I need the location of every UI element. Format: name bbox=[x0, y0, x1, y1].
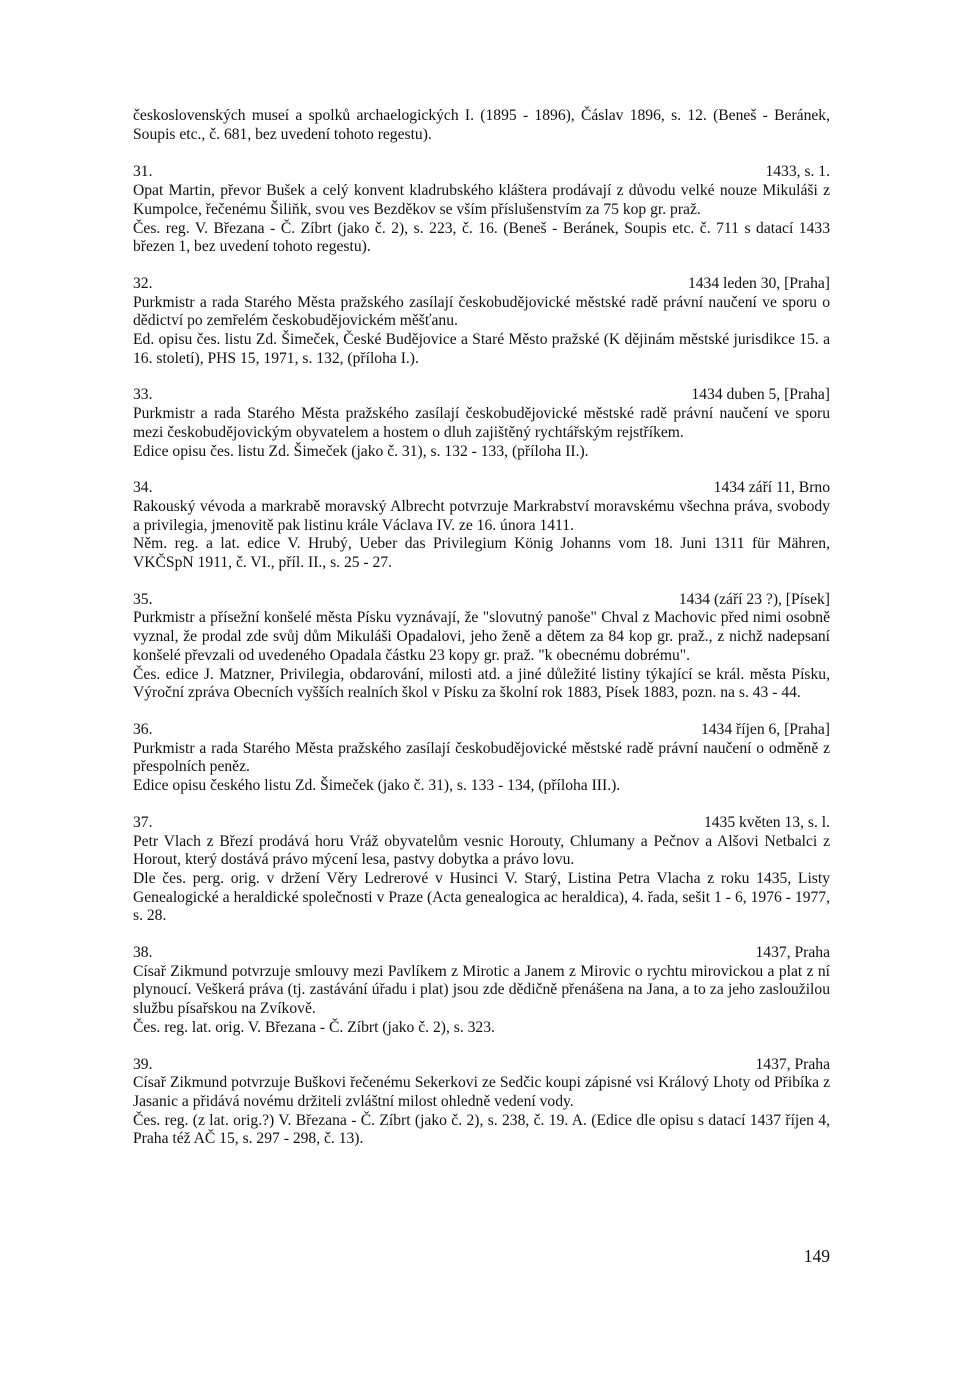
entry-source: Něm. reg. a lat. edice V. Hrubý, Ueber das Privilegium König Johanns vom 18. Juni 1311 für Mähren, VKČSpN 1911, č. VI., příl. II., s. 25 - 27. bbox=[133, 535, 830, 572]
entry-number: 35. bbox=[133, 590, 153, 608]
entry-number: 34. bbox=[133, 479, 153, 497]
regest-entry bbox=[133, 275, 830, 369]
entry-header bbox=[133, 591, 830, 610]
intro-paragraph: československých museí a spolků archaelogických I. (1895 - 1896), Čáslav 1896, s. 12. (Beneš - Beránek, Soupis etc., č. 681, bez uvedení tohoto regestu). bbox=[133, 107, 830, 143]
entry-text: Purkmistr a přísežní konšelé města Písku vyznávají, že "slovutný panoše" Chval z Machovic před nimi osobně vyznal, že prodal zde svůj dům Mikuláši Opadalovi, jeho ženě a dětem za 84 kop gr. praž., z nichž nadepsaní konšelé převzali od uvedeného Opadala částku 23 kopy gr. praž. "k obecnému dobrému". bbox=[133, 609, 830, 664]
entry-number: 39. bbox=[133, 1055, 153, 1073]
regest-entry bbox=[133, 479, 830, 573]
entry-text: Purkmistr a rada Starého Města pražského zasílají českobudějovické městské radě právní naučení ve sporu o dědictví po zemřelém českobudějovickém měšťanu. bbox=[133, 293, 830, 330]
entry-date: 1433, s. 1. bbox=[765, 163, 830, 181]
entry-date: 1437, Praha bbox=[755, 944, 830, 962]
entry-text: Opat Martin, převor Bušek a celý konvent kladrubského kláštera prodávají z důvodu velké nouze Mikuláši z Kumpolce, řečenému Šiliňk, svou ves Bezděkov se vším příslušenstvím za 75 kop gr. praž. bbox=[133, 182, 830, 218]
entry-source: Čes. reg. (z lat. orig.?) V. Březana - Č. Zíbrt (jako č. 2), s. 238, č. 19. A. (Edice dle opisu s datací 1437 říjen 4, Praha též AČ 15, s. 297 - 298, č. 13). bbox=[133, 1111, 830, 1148]
entry-number: 36. bbox=[133, 720, 153, 738]
entry-header bbox=[133, 721, 830, 740]
entry-header bbox=[133, 1056, 830, 1075]
entry-header bbox=[133, 386, 830, 405]
entry-date: 1434 leden 30, [Praha] bbox=[687, 274, 830, 292]
entry-header bbox=[133, 163, 830, 182]
entry-body bbox=[133, 294, 830, 369]
regest-entry bbox=[133, 721, 830, 796]
entry-source: Ed. opisu čes. listu Zd. Šimeček, České Budějovice a Staré Město pražské (K dějinám městské jurisdikce 15. a 16. století), PHS 15, 1971, s. 132, (příloha I.). bbox=[133, 331, 830, 367]
document-page bbox=[133, 107, 830, 1149]
entry-number: 32. bbox=[133, 274, 153, 292]
entry-body bbox=[133, 740, 830, 796]
entry-body bbox=[133, 182, 830, 257]
entry-date: 1434 (září 23 ?), [Písek] bbox=[678, 590, 830, 608]
entry-body bbox=[133, 405, 830, 461]
entry-text: Císař Zikmund potvrzuje smlouvy mezi Pavlíkem z Mirotic a Janem z Mirovic o rychtu mirovickou a plat z ní plynoucí. Veškerá práva (tj. zastávání úřadu i plat) jsou zde dědičně přenášena na Jana, a to za jeho zasloužilou službu písařskou na Zvíkově. bbox=[133, 962, 830, 1018]
entry-source: Dle čes. perg. orig. v držení Věry Ledrerové v Husinci V. Starý, Listina Petra Vlacha z roku 1435, Listy Genealogické a heraldické společnosti v Praze (Acta genealogica ac heraldica), 4. řada, sešit 1 - 6, 1976 - 1977, s. 28. bbox=[133, 869, 830, 925]
entry-source: Čes. reg. lat. orig. V. Březana - Č. Zíbrt (jako č. 2), s. 323. bbox=[133, 1018, 495, 1036]
entry-date: 1435 květen 13, s. l. bbox=[703, 813, 830, 831]
entry-body bbox=[133, 963, 830, 1038]
entry-source: Edice opisu čes. listu Zd. Šimeček (jako č. 31), s. 132 - 133, (příloha II.). bbox=[133, 442, 589, 460]
entry-header bbox=[133, 944, 830, 963]
regest-entry bbox=[133, 591, 830, 703]
entry-source: Čes. edice J. Matzner, Privilegia, obdarování, milosti atd. a jiné důležité listiny týkající se král. města Písku, Výroční zpráva Obecních vyšších realních škol v Písku za školní rok 1883, Písek 1883, pozn. na s. 43 - 44. bbox=[133, 665, 830, 702]
entry-number: 37. bbox=[133, 813, 153, 831]
entry-number: 31. bbox=[133, 163, 153, 181]
regest-list bbox=[133, 163, 830, 1149]
entry-date: 1437, Praha bbox=[755, 1055, 830, 1073]
entry-body bbox=[133, 1074, 830, 1149]
entry-text: Rakouský vévoda a markrabě moravský Albrecht potvrzuje Markrabství moravskému všechna práva, svobody a privilegia, jmenovitě pak listinu krále Václava IV. ze 16. února 1411. bbox=[133, 497, 830, 534]
entry-body bbox=[133, 833, 830, 927]
regest-entry bbox=[133, 386, 830, 461]
entry-header bbox=[133, 479, 830, 498]
entry-source: Čes. reg. V. Březana - Č. Zíbrt (jako č. 2), s. 223, č. 16. (Beneš - Beránek, Soupis etc. č. 711 s datací 1433 březen 1, bez uvedení tohoto regestu). bbox=[133, 219, 830, 256]
entry-header bbox=[133, 814, 830, 833]
regest-entry bbox=[133, 944, 830, 1038]
entry-text: Císař Zikmund potvrzuje Buškovi řečenému Sekerkovi ze Sedčic koupi zápisné vsi Králový Lhoty od Přibíka z Jasanic a přidává novému držiteli zvláštní milost ohledně vedení vody. bbox=[133, 1074, 830, 1110]
regest-entry bbox=[133, 1056, 830, 1150]
entry-header bbox=[133, 275, 830, 294]
entry-date: 1434 duben 5, [Praha] bbox=[691, 386, 830, 404]
entry-number: 38. bbox=[133, 944, 153, 962]
regest-entry bbox=[133, 814, 830, 926]
entry-source: Edice opisu českého listu Zd. Šimeček (jako č. 31), s. 133 - 134, (příloha III.). bbox=[133, 777, 621, 795]
entry-number: 33. bbox=[133, 386, 153, 404]
entry-date: 1434 září 11, Brno bbox=[713, 479, 830, 497]
entry-text: Petr Vlach z Březí prodává horu Vráž obyvatelům vesnic Horouty, Chlumany a Pečnov a Alšovi Netbalci z Horout, který dostává právo mýcení lesa, pastvy dobytka a právo lovu. bbox=[133, 832, 830, 869]
page-number: 149 bbox=[803, 1246, 830, 1266]
entry-text: Purkmistr a rada Starého Města pražského zasílají českobudějovické městské radě právní naučení ve sporu mezi českobudějovickým obyvatelem a hostem o dluh zajištěný rychtářským rejstříkem. bbox=[133, 405, 830, 441]
regest-entry bbox=[133, 163, 830, 257]
entry-text: Purkmistr a rada Starého Města pražského zasílají českobudějovické městské radě právní naučení o odměně z přespolních peněz. bbox=[133, 739, 830, 776]
entry-body bbox=[133, 498, 830, 573]
entry-body bbox=[133, 609, 830, 703]
entry-date: 1434 říjen 6, [Praha] bbox=[700, 720, 830, 738]
